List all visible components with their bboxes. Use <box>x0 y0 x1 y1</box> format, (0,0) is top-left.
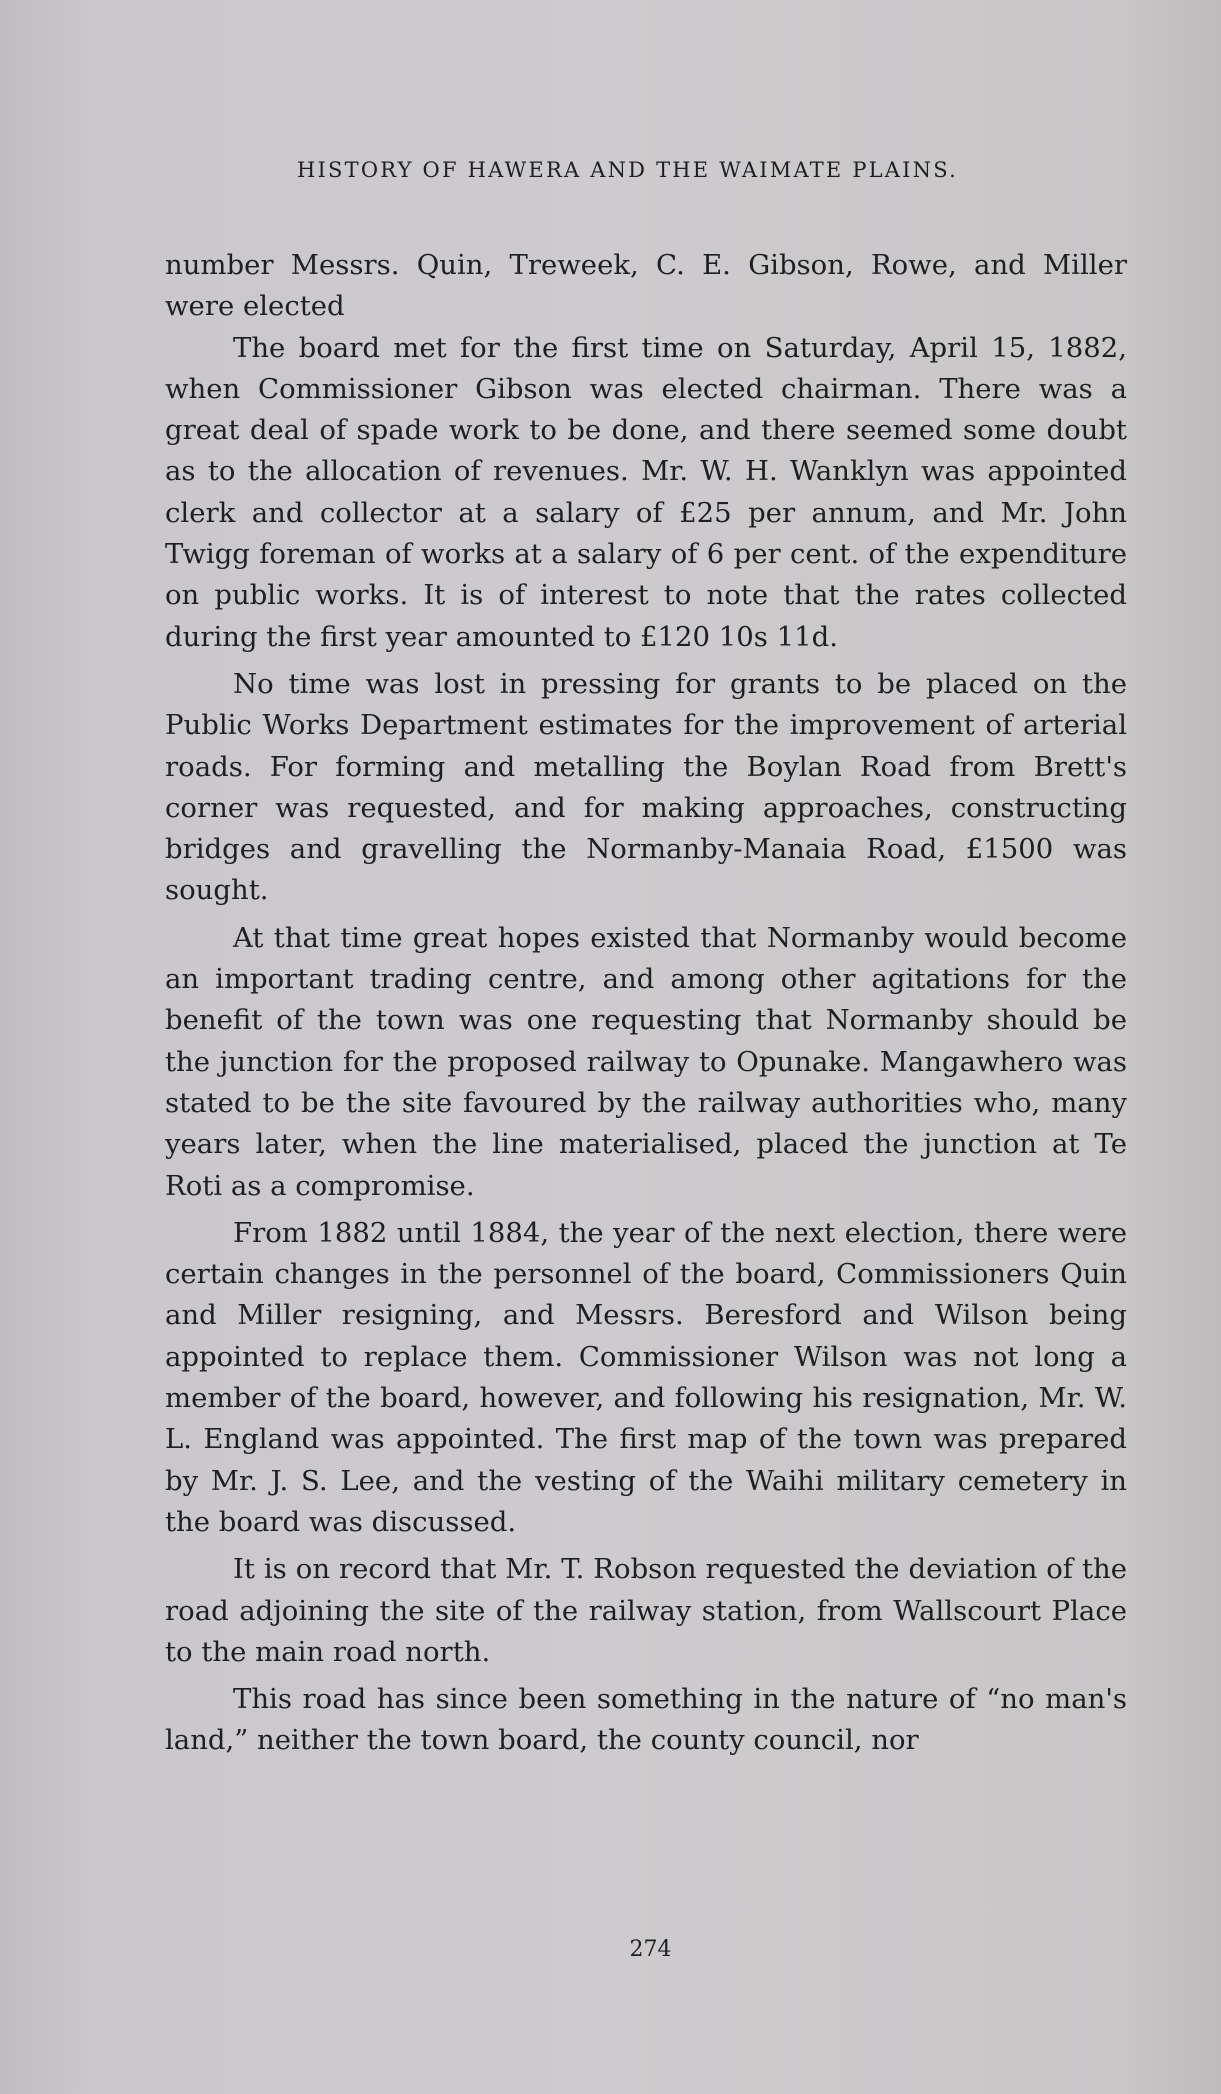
paragraph-no-mans-land: This road has since been something in the nature of “no man's land,” neither the town board, the county council, nor <box>165 1683 1127 1757</box>
paragraph-road-deviation: It is on record that Mr. T. Robson requested the deviation of the road adjoining the site of the railway station, from Wallscourt Place to the main road north. <box>165 1553 1127 1668</box>
page-number: 274 <box>629 1937 672 1962</box>
paragraph-normanby-hopes: At that time great hopes existed that Normanby would become an important trading centre, and among other agitations for the benefit of the town was one requesting that Normanby should be the junction for the proposed railway to Opunake. Mangawhero was stated to be the site favoured by the railway authorities who, many years later, when the line materialised, placed the junction at Te Roti as a compromise. <box>165 921 1127 1202</box>
paragraph-board-first-meeting: The board met for the first time on Saturday, April 15, 1882, when Commissioner Gibson was elected chairman. There was a great deal of spade work to be done, and there seemed some doubt as to the allocation of revenues. Mr. W. H. Wanklyn was appointed clerk and collector at a salary of £25 per annum, and Mr. John Twigg foreman of works at a salary of 6 per cent. of the expenditure on public works. It is of interest to note that the rates collected during the first year amounted to £120 10s 11d. <box>165 331 1127 653</box>
body-text <box>165 245 1127 1762</box>
paragraph-public-works-grants: No time was lost in pressing for grants to be placed on the Public Works Department estimates for the improvement of arterial roads. For forming and metalling the Boylan Road from Brett's corner was requested, and for making approaches, constructing bridges and gravelling the Normanby-Manaia Road, £1500 was sought. <box>165 667 1127 907</box>
paragraph-continuation: number Messrs. Quin, Treweek, C. E. Gibson, Rowe, and Miller were elected <box>165 249 1127 323</box>
running-head: HISTORY OF HAWERA AND THE WAIMATE PLAINS. <box>297 158 958 182</box>
paragraph-board-changes: From 1882 until 1884, the year of the next election, there were certain changes in the personnel of the board, Commissioners Quin and Miller resigning, and Messrs. Beresford and Wilson being appointed to replace them. Commissioner Wilson was not long a member of the board, however, and following his resignation, Mr. W. L. England was appointed. The first map of the town was prepared by Mr. J. S. Lee, and the vesting of the Waihi military cemetery in the board was discussed. <box>165 1216 1127 1538</box>
